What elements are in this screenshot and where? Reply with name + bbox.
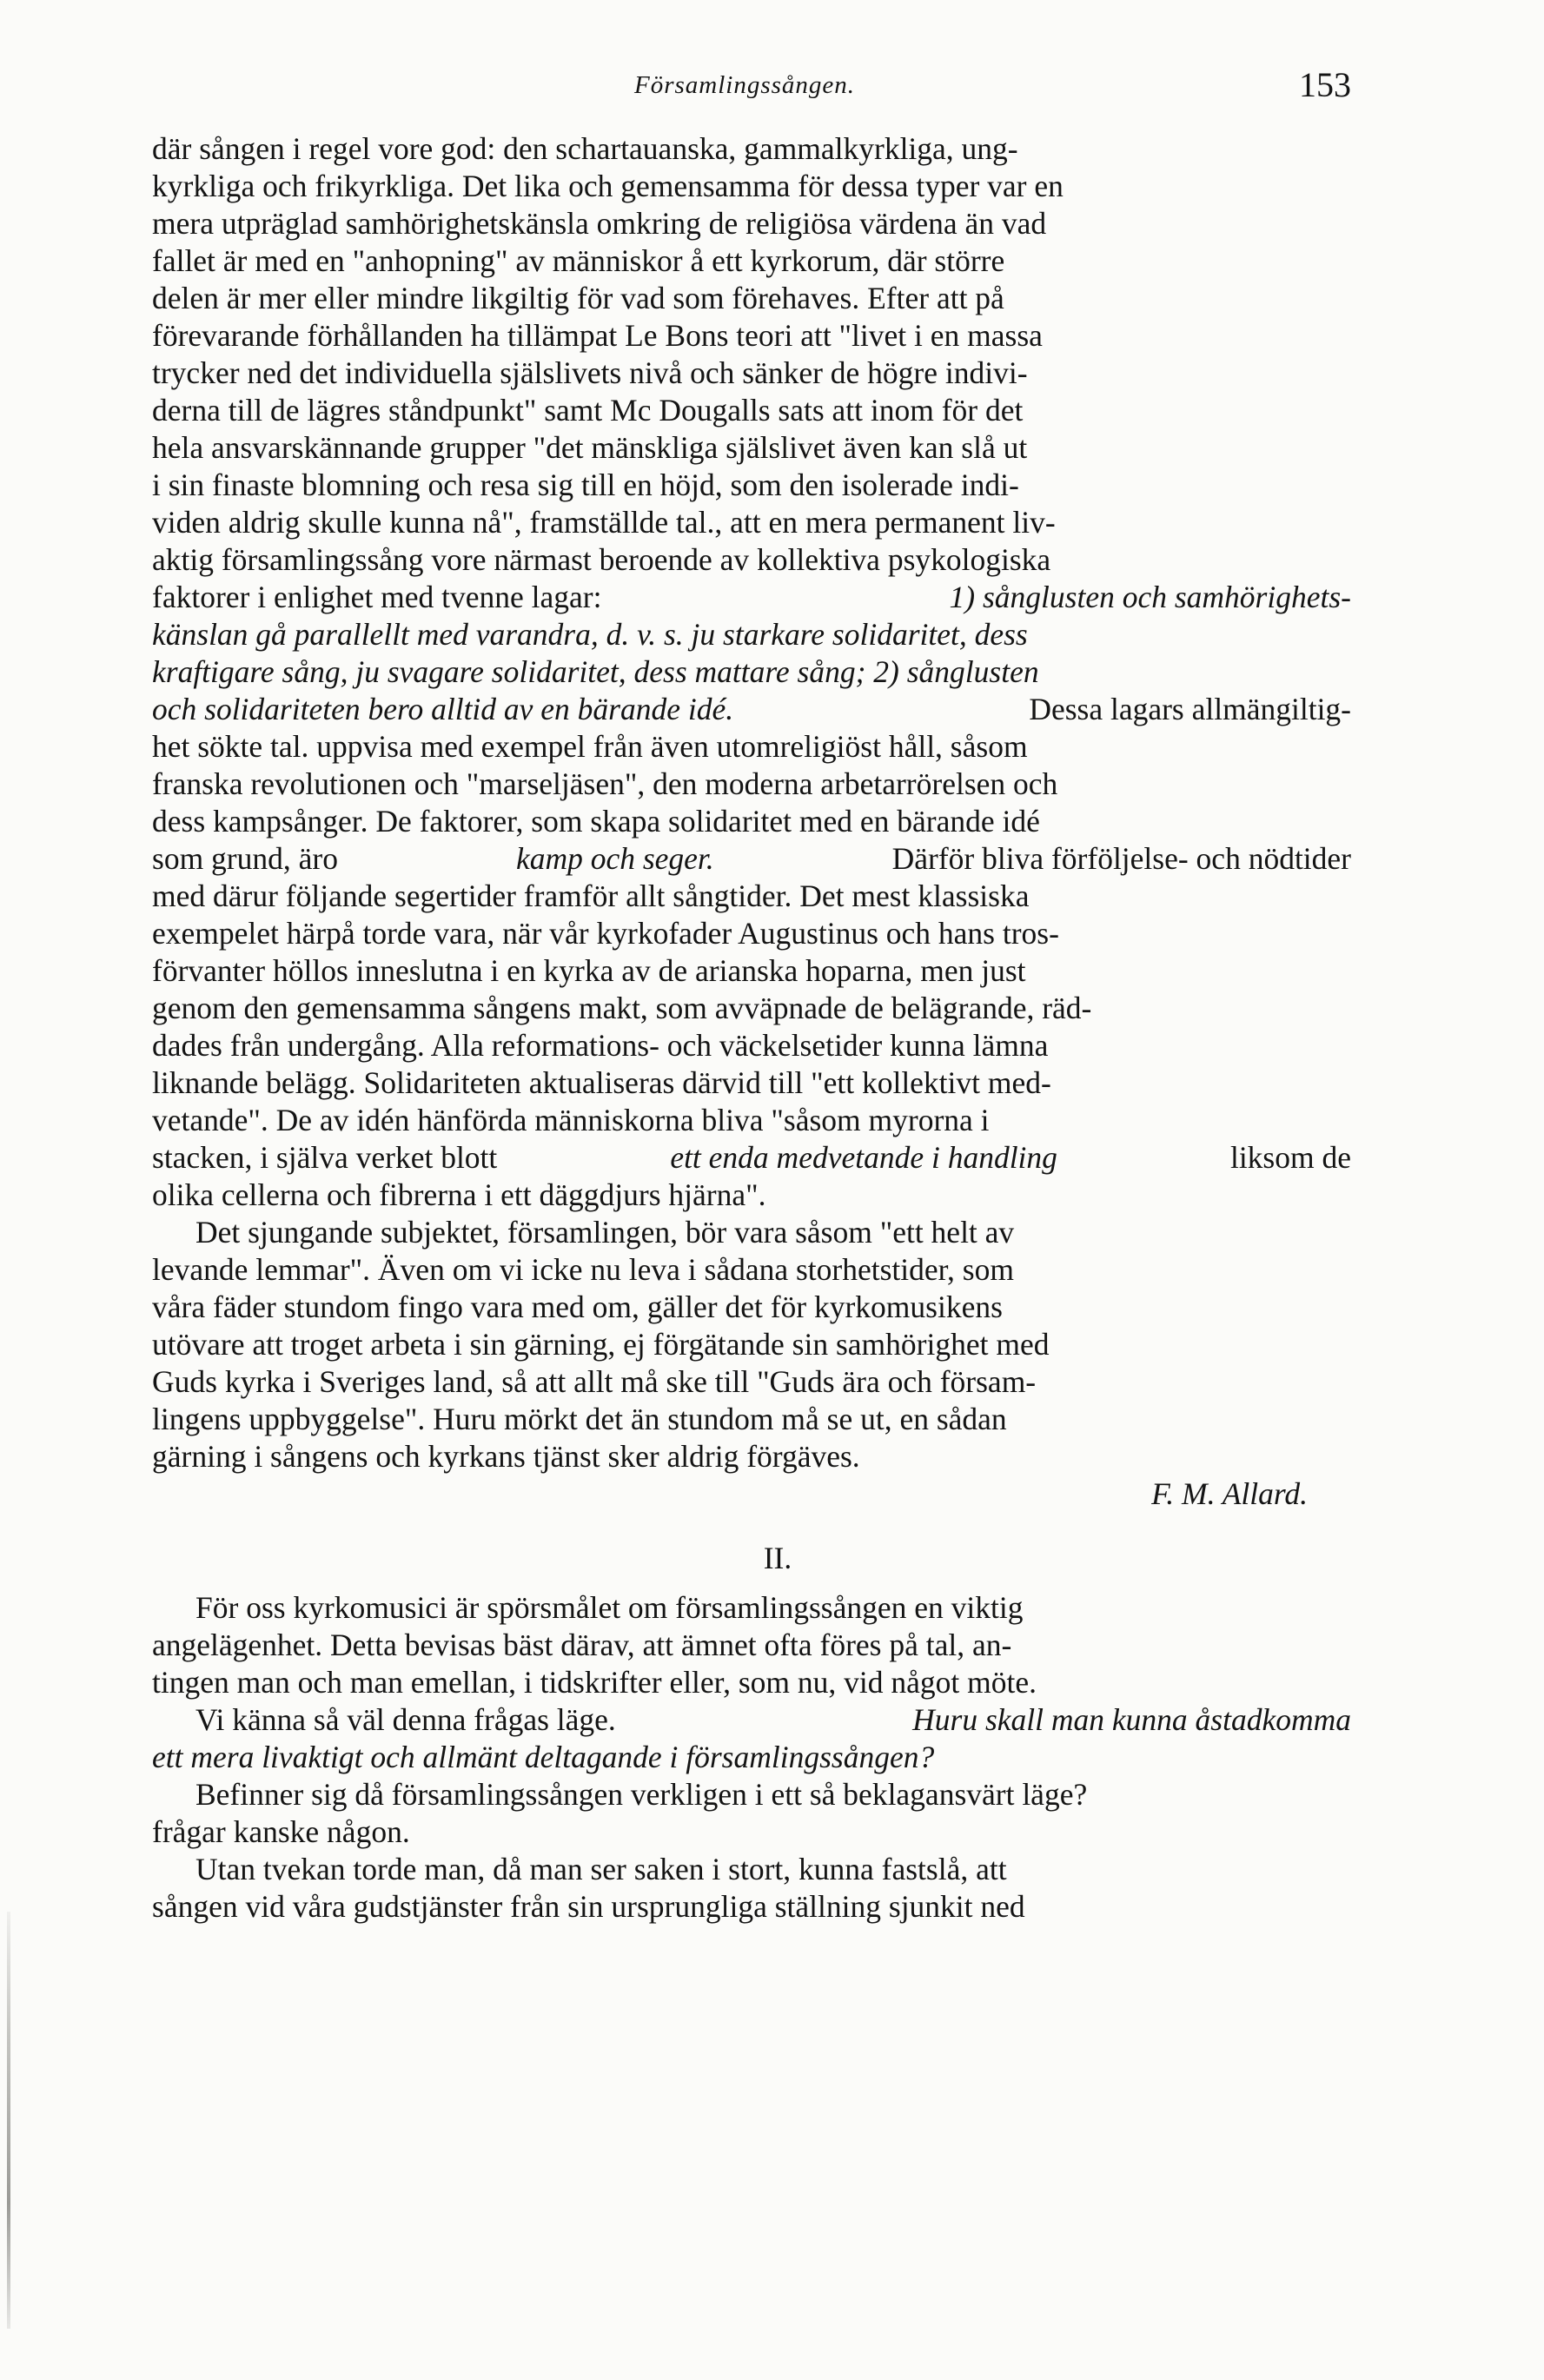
text-line: Det sjungande subjektet, församlingen, bör vara såsom "ett helt av <box>195 1215 1015 1250</box>
running-head: Församlingssången. <box>634 71 856 99</box>
body-text <box>152 130 1351 1926</box>
text-line: dades från undergång. Alla reformations- och väckelsetider kunna lämna <box>152 1028 1049 1063</box>
text-line: För oss kyrkomusici är spörsmålet om församlingssången en viktig <box>195 1590 1024 1625</box>
page-number: 153 <box>1299 65 1351 104</box>
text-line: Utan tvekan torde man, då man ser saken i stort, kunna fastslå, att <box>195 1852 1007 1886</box>
text-line: levande lemmar". Även om vi icke nu leva i sådana storhetstider, som <box>152 1252 1014 1287</box>
section-heading: II. <box>763 1541 792 1575</box>
text-line: aktig församlingssång vore närmast beroende av kollektiva psykologiska <box>152 542 1051 577</box>
text-line: hela ansvarskännande grupper "det mänskliga själslivet även kan slå ut <box>152 430 1028 465</box>
page-header <box>152 65 1351 120</box>
text-line: förvanter höllos inneslutna i en kyrka av de arianska hoparna, men just <box>152 953 1026 988</box>
text-line: Befinner sig då församlingssången verkligen i ett så beklagansvärt läge? <box>195 1777 1088 1812</box>
text-line: Guds kyrka i Sveriges land, så att allt må ske till "Guds ära och försam- <box>152 1364 1037 1399</box>
text-line: delen är mer eller mindre likgiltig för vad som förehaves. Efter att på <box>152 281 1004 315</box>
text-line: som grund, äro kamp och seger. Därför bliva förföljelse- och nödtider <box>152 841 1351 876</box>
text-line: angelägenhet. Detta bevisas bäst därav, att ämnet ofta föres på tal, an- <box>152 1628 1012 1662</box>
text-line: stacken, i själva verket blott ett enda medvetande i handling liksom de <box>152 1140 1351 1175</box>
text-line: lingens uppbyggelse". Huru mörkt det än stundom må se ut, en sådan <box>152 1402 1007 1436</box>
text-line: tingen man och man emellan, i tidskrifter eller, som nu, vid något möte. <box>152 1665 1037 1700</box>
text-line: frågar kanske någon. <box>152 1814 410 1849</box>
text-line: sången vid våra gudstjänster från sin ursprungliga ställning sjunkit ned <box>152 1889 1025 1924</box>
text-line: faktorer i enlighet med tvenne lagar: 1) sånglusten och samhörighets- <box>152 580 1351 614</box>
text-line: fallet är med en "anhopning" av människor å ett kyrkorum, där större <box>152 243 1005 278</box>
text-line: genom den gemensamma sångens makt, som avväpnade de belägrande, räd- <box>152 991 1092 1025</box>
text-line: dess kampsånger. De faktorer, som skapa solidaritet med en bärande idé <box>152 804 1040 839</box>
text-line: förevarande förhållanden ha tillämpat Le Bons teori att "livet i en massa <box>152 318 1043 353</box>
text-line: olika cellerna och fibrerna i ett däggdjurs hjärna". <box>152 1177 766 1212</box>
text-line: het sökte tal. uppvisa med exempel från även utomreligiöst håll, såsom <box>152 729 1028 764</box>
text-line: mera utpräglad samhörighetskänsla omkring de religiösa värdena än vad <box>152 206 1047 241</box>
text-line: i sin finaste blomning och resa sig till en höjd, som den isolerade indi- <box>152 467 1019 502</box>
text-line: kyrkliga och frikyrkliga. Det lika och gemensamma för dessa typer var en <box>152 169 1064 203</box>
text-line: trycker ned det individuella själslivets nivå och sänker de högre indivi- <box>152 355 1028 390</box>
text-line: utövare att troget arbeta i sin gärning, ej förgätande sin samhörighet med <box>152 1327 1050 1362</box>
binding-edge-shadow <box>7 1912 10 2329</box>
text-line: ett mera livaktigt och allmänt deltagande i församlingssången? <box>152 1740 935 1774</box>
text-line: franska revolutionen och "marseljäsen", den moderna arbetarrörelsen och <box>152 766 1058 801</box>
author-signature: F. M. Allard. <box>1151 1476 1308 1511</box>
text-line: våra fäder stundom fingo vara med om, gäller det för kyrkomusikens <box>152 1289 1003 1324</box>
text-line: viden aldrig skulle kunna nå", framställde tal., att en mera permanent liv- <box>152 505 1056 540</box>
text-line: gärning i sångens och kyrkans tjänst sker aldrig förgäves. <box>152 1439 860 1474</box>
text-line: exempelet härpå torde vara, när vår kyrkofader Augustinus och hans tros- <box>152 916 1059 951</box>
text-line: kraftigare sång, ju svagare solidaritet, dess mattare sång; 2) sånglusten <box>152 654 1039 689</box>
text-line: där sången i regel vore god: den schartauanska, gammalkyrkliga, ung- <box>152 131 1018 166</box>
text-line: med därur följande segertider framför allt sångtider. Det mest klassiska <box>152 878 1030 913</box>
text-line: och solidariteten bero alltid av en bärande idé. Dessa lagars allmängiltig- <box>152 692 1351 726</box>
text-line: derna till de lägres ståndpunkt" samt Mc Dougalls sats att inom för det <box>152 393 1024 428</box>
text-line: vetande". De av idén hänförda människorna bliva "såsom myrorna i <box>152 1103 990 1137</box>
text-line: Vi känna så väl denna frågas läge. Huru skall man kunna åstadkomma <box>195 1702 1351 1737</box>
text-line: känslan gå parallellt med varandra, d. v. s. ju starkare solidaritet, dess <box>152 617 1028 652</box>
text-line: liknande belägg. Solidariteten aktualiseras därvid till "ett kollektivt med- <box>152 1065 1051 1100</box>
